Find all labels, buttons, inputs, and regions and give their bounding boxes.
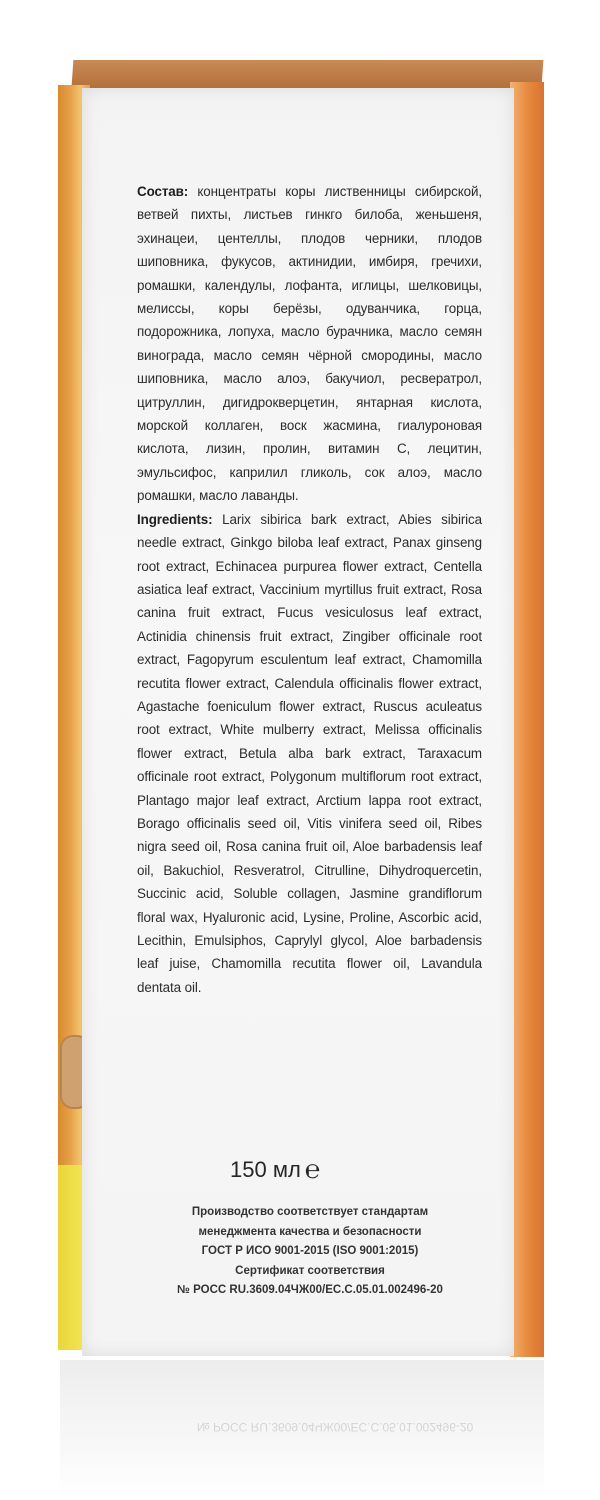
box-right-edge [510,82,544,1357]
estimated-sign-icon: ℮ [304,1154,321,1184]
composition-ru-label: Состав: [137,184,189,199]
reflected-certificate-text: № РОСС RU.3609.04ЧЖ00/ЕС.С.05.01.002496-20 [196,1420,474,1434]
composition-ru-text: концентраты коры лиственницы сибирской, ветвей пихты, листьев гинкго билоба, женьшеня, эхинацеи, центеллы, плодов черники, плодов шиповника, фукусов, актинидии, имбиря, гречихи, ромашки, календулы, лофанта, иглицы, шелковицы, мелиссы, коры берёзы, одуванчика, горца, подорожника, лопуха, масло бурачника, масло семян винограда, масло семян чёрной смородины, масло шиповника, масло алоэ, бакучиол, ресвератрол, цитруллин, дигидрокверцетин, янтарная кислота, морской коллаген, воск жасмина, гиалуроновая кислота, лизин, пролин, витамин С, лецитин, эмульсифос, каприлил гликоль, сок алоэ, масло ромашки, масло лаванды. [137,184,482,504]
ingredients-en-label: Ingredients: [137,511,213,527]
footer-line-4: Сертификат соответствия [235,1264,385,1277]
ingredients-en-text: Larix sibirica bark extract, Abies sibirica needle extract, Ginkgo biloba leaf extract, Panax ginseng root extract, Echinacea purpurea flower extract, Centella asiatica leaf extract, Vaccinium myrtillus fruit extract, Rosa canina fruit extract, Fucus vesiculosus leaf extract, Actinidia chinensis fruit extract, Zingiber officinale root extract, Fagopyrum esculentum leaf extract, Chamomilla recutita flower extract, Calendula officinalis flower extract, Agastache foeniculum flower extract, Ruscus aculeatus root extract, White mulberry extract, Melissa officinalis flower extract, Betula alba bark extract, Taraxacum officinale root extract, Polygonum multiflorum root extract, Plantago major leaf extract, Arctium lappa root extract, Borago officinalis seed oil, Vitis vinifera seed oil, Ribes nigra seed oil, Rosa canina fruit oil, Aloe barbadensis leaf oil, Bakuchiol, Resveratrol, Citrulline, Dihydroquercetin, Succinic acid, Soluble collagen, Jasmine grandiflorum floral wax, Hyaluronic acid, Lysine, Proline, Ascorbic acid, Lecithin, Emulsiphos, Caprylyl glycol, Aloe barbadensis leaf juise, Chamomilla recutita flower oil, Lavandula dentata oil. [137,511,482,995]
certification-footer [140,1203,480,1301]
ingredients-block [137,180,482,999]
box-reflection [60,1360,544,1500]
volume-amount: 150 мл [230,1157,301,1182]
ingredients-en-paragraph [137,508,482,1000]
footer-line-1: Производство соответствует стандартам [191,1206,429,1218]
footer-line-5: № РОСС RU.3609.04ЧЖ00/ЕС.С.05.01.002496-20 [177,1284,443,1296]
footer-line-2: менеджмента качества и безопасности [198,1225,422,1238]
volume-label [230,1153,370,1184]
footer-line-3: ГОСТ Р ИСО 9001-2015 (ISO 9001:2015) [201,1245,419,1257]
composition-ru-paragraph [137,180,482,508]
